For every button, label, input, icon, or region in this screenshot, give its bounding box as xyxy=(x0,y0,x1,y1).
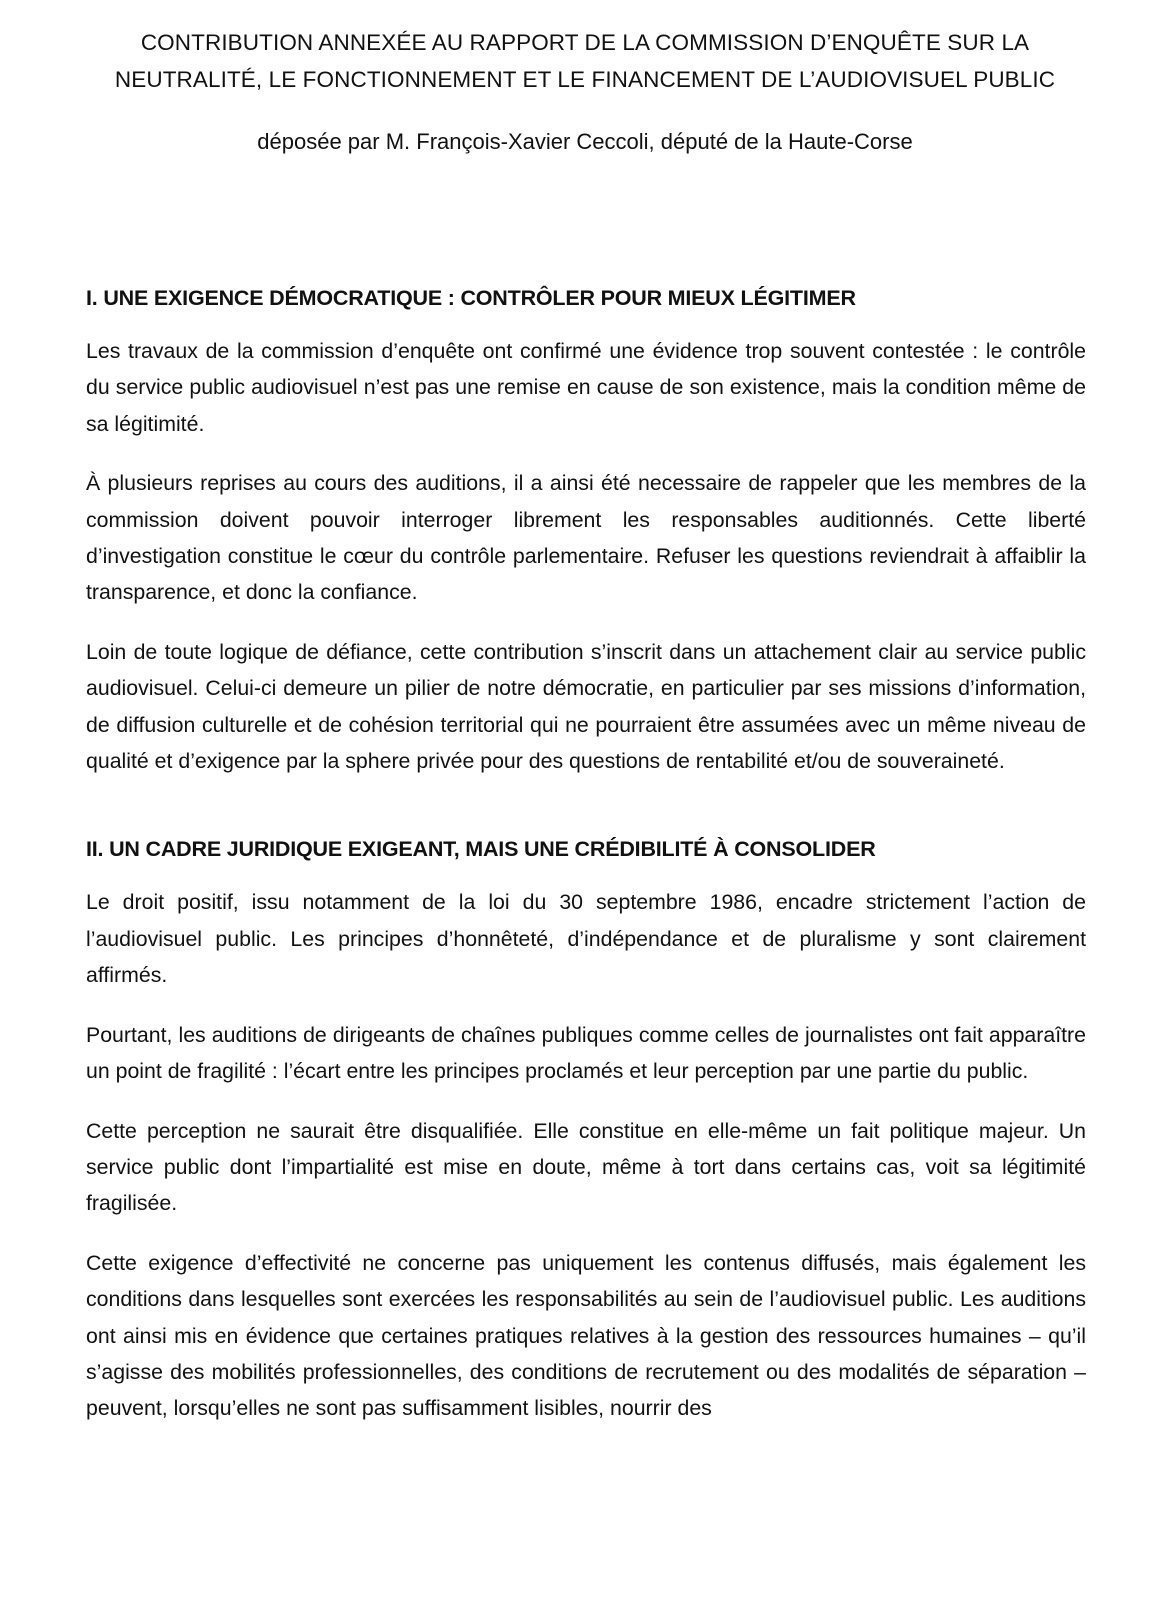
title-line-2: NEUTRALITÉ, LE FONCTIONNEMENT ET LE FINANCEMENT DE L’AUDIOVISUEL PUBLIC xyxy=(114,67,1056,92)
document-author: déposée par M. François-Xavier Ceccoli, député de la Haute-Corse xyxy=(257,129,913,154)
paragraph: Loin de toute logique de défiance, cette contribution s’inscrit dans un attachement clair au service public audiovisuel. Celui-ci demeure un pilier de notre démocratie, en particulier par ses missions d’information, de diffusion culturelle et de cohésion territorial qui ne pourraient être assumées avec un même niveau de qualité et d’exigence par la sphere privée pour des questions de rentabilité et/ou de souveraineté. xyxy=(86,639,1086,774)
section-heading-2: II. UN CADRE JURIDIQUE EXIGEANT, MAIS UNE CRÉDIBILITÉ À CONSOLIDER xyxy=(86,837,876,862)
section-heading-1: I. UNE EXIGENCE DÉMOCRATIQUE : CONTRÔLER POUR MIEUX LÉGITIMER xyxy=(86,286,856,310)
document-title xyxy=(0,24,1170,98)
paragraph: Le droit positif, issu notamment de la loi du 30 septembre 1986, encadre strictement l’action de l’audiovisuel public. Les principes d’honnêteté, d’indépendance et de pluralisme y sont clairement affirmés. xyxy=(86,890,1086,988)
paragraph: À plusieurs reprises au cours des auditions, il a ainsi été necessaire de rappeler que les membres de la commission doivent pouvoir interroger librement les responsables auditionnés. Cette liberté d’investigation constitue le cœur du contrôle parlementaire. Refuser les questions reviendrait à affaiblir la transparence, et donc la confiance. xyxy=(86,471,1086,605)
document-body xyxy=(86,279,1086,1427)
paragraph: Pourtant, les auditions de dirigeants de chaînes publiques comme celles de journalistes ont fait apparaître un point de fragilité : l’écart entre les principes proclamés et leur perception par une partie du public. xyxy=(86,1022,1086,1084)
title-line-1: CONTRIBUTION ANNEXÉE AU RAPPORT DE LA COMMISSION D’ENQUÊTE SUR LA xyxy=(140,30,1030,55)
paragraph: Les travaux de la commission d’enquête ont confirmé une évidence trop souvent contestée : le contrôle du service public audiovisuel n’est pas une remise en cause de son existence, mais la condition même de sa légitimité. xyxy=(86,339,1086,436)
paragraph: Cette perception ne saurait être disqualifiée. Elle constitue en elle-même un fait politique majeur. Un service public dont l’impartialité est mise en doute, même à tort dans certains cas, voit sa légitimité fragilisée. xyxy=(86,1118,1086,1216)
paragraph: Cette exigence d’effectivité ne concerne pas uniquement les contenus diffusés, mais également les conditions dans lesquelles sont exercées les responsabilités au sein de l’audiovisuel public. Les auditions ont ainsi mis en évidence que certaines pratiques relatives à la gestion des ressources humaines – qu’il s’agisse des mobilités professionnelles, des conditions de recrutement ou des modalités de séparation – peuvent, lorsqu’elles ne sont pas suffisamment lisibles, nourrir des xyxy=(86,1250,1086,1421)
